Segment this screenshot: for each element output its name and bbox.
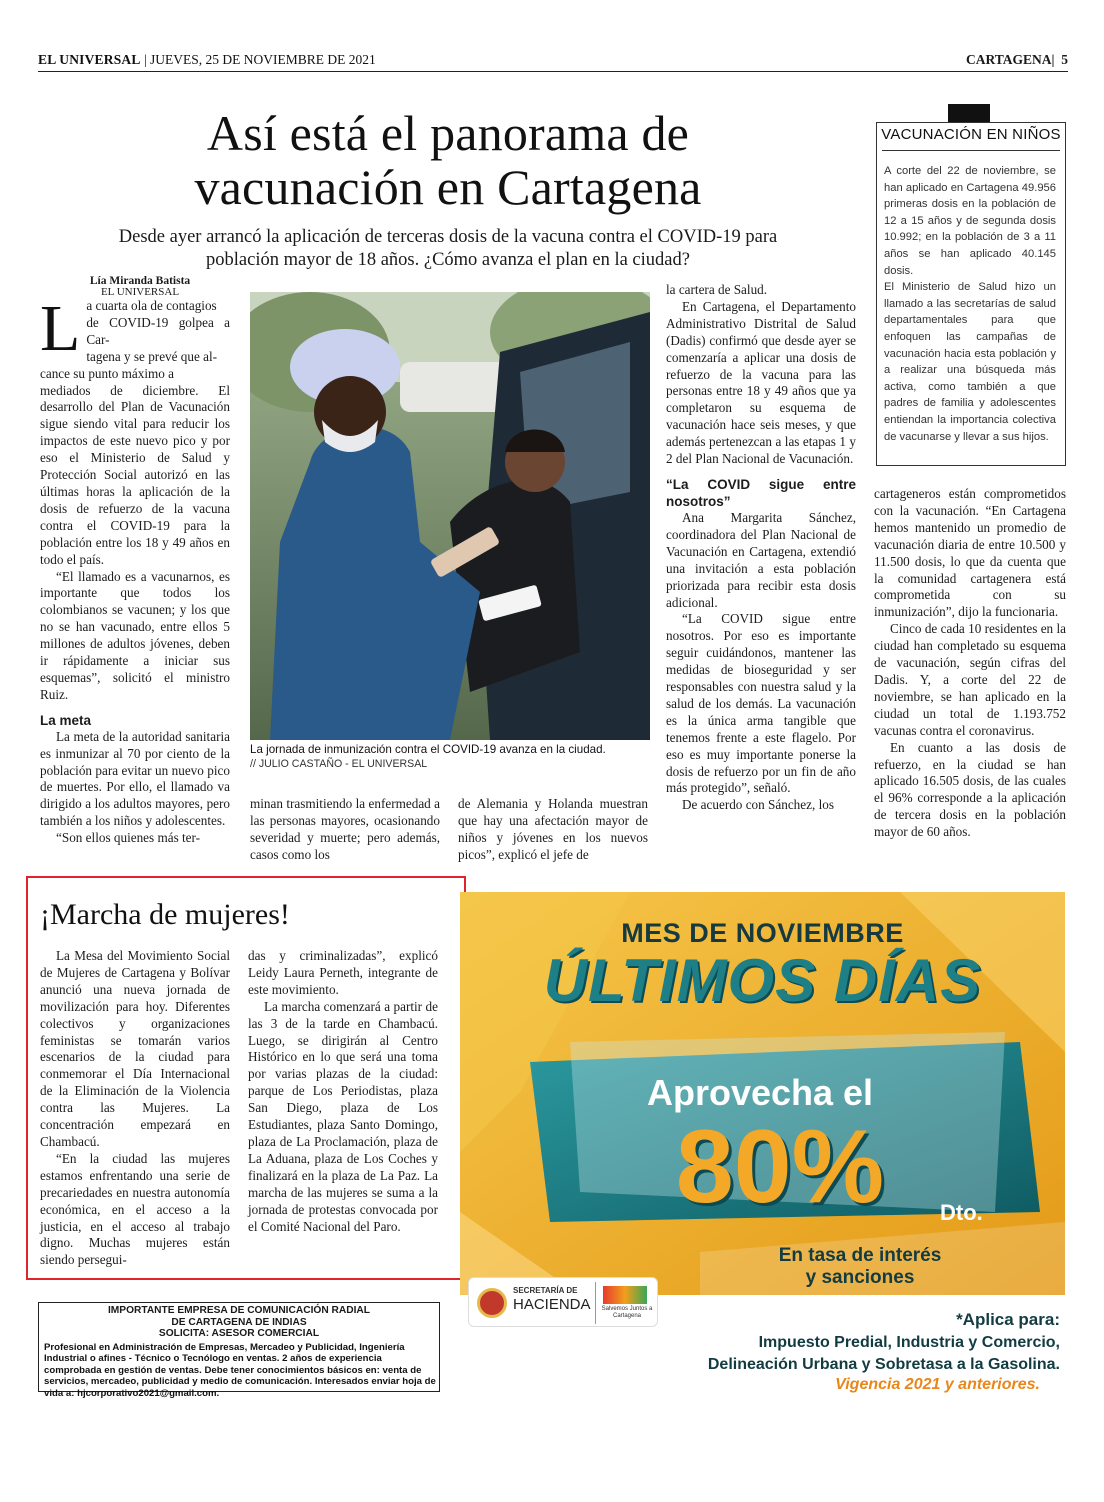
article-paragraph: “Son ellos quienes más ter- — [56, 830, 201, 846]
vaccination-photo — [250, 292, 650, 740]
article-column-1 — [40, 298, 230, 847]
masthead-right — [966, 52, 1068, 68]
ad-aplica-line: Delineación Urbana y Sobretasa a la Gasolina. — [707, 1356, 1060, 1373]
headline-line-1: Así está el panorama de — [206, 105, 690, 161]
marcha-column-2 — [248, 948, 438, 1235]
ad-aplica-label: *Aplica para: — [956, 1310, 1060, 1329]
article-paragraph: mediados de diciembre. El desarrollo del Plan de Vacunación sigue siendo vital para reducir los impactos de este nuevo pico y por eso el Ministerio de Salud y Protección Social autorizó en las últimas horas la aplicación de la dosis de refuerzo de la vacuna contra el COVID-19 para la población entre los 18 y 49 años en todo el país. — [40, 382, 230, 567]
classified-heading — [44, 1305, 434, 1340]
ad-subtitle-line: y sanciones — [805, 1267, 915, 1288]
classified-email-link[interactable]: hjcorporativo2021@gmail.com. — [77, 1387, 220, 1399]
ad-logo-strip — [468, 1277, 658, 1327]
subhead-covid-sigue: “La COVID sigue entre nosotros” — [666, 476, 856, 509]
headline-line-2: vacunación en Cartagena — [194, 159, 702, 215]
article-paragraph: la cartera de Salud. — [666, 282, 768, 297]
ad-percent: 80% — [675, 1109, 885, 1225]
hacienda-advertisement — [460, 892, 1065, 1295]
ad-subtitle — [730, 1245, 990, 1289]
page-number: 5 — [1061, 52, 1068, 67]
marcha-paragraph: “En la ciudad las mujeres estamos enfrentando una serie de precariedades en nuestra autonomía económica, en el acceso a la justicia, en el acceso al trabajo digno. Muchas mujeres están siendo persegui- — [40, 1150, 230, 1268]
marcha-paragraph: La marcha comenzará a partir de las 3 de la tarde en Chambacú. Luego, se dirigirán al Centro Histórico en lo que será una toma por varias plazas de la ciudad: parque de Los Periodistas, plaza San Diego, plaza de Los Estudiantes, plaza Santo Domingo, plaza de La Proclamación, plaza de La Aduana, plaza de Los Coches y finalizará en la plaza de La Paz. La marcha de las mujeres se suma a la jornada de protestas convocada por el Comité Nacional del Paro. — [248, 998, 438, 1234]
article-paragraph: En Cartagena, el Departamento Administrativo Distrital de Salud (Dadis) confirmó que desde ayer se comenzaría a aplicar una dosis de refuerzo de la vacuna para las personas entre 18 y 49 años que ya completaron su esquema de vacunación hace seis meses, y que además pertenezcan a las etapas 1 y 2 del Plan Nacional de Vacunación. — [666, 298, 856, 467]
photo-credit: // JULIO CASTAÑO - EL UNIVERSAL — [250, 758, 428, 770]
sidebar-paragraph: El Ministerio de Salud hizo un llamado a las secretarías de salud departamentales para que enfoquen las campañas de vacunación hacia esta población y a realizar una búsqueda más activa, como también a que padres de familia y adolescentes entiendan la importancia colectiva de vacunarse y llevar a sus hijos. — [884, 281, 1056, 443]
ad-line-ultimos-dias: ÚLTIMOS DÍAS — [543, 947, 982, 1014]
headline — [40, 106, 856, 214]
ad-line-month: MES DE NOVIEMBRE — [621, 918, 904, 948]
sidebar-accent-bar — [948, 104, 990, 122]
salvemos-logo-icon — [603, 1286, 647, 1304]
classified-heading-line: SOLICITA: ASESOR COMERCIAL — [158, 1328, 320, 1339]
photo-caption — [250, 742, 650, 772]
sidebar-text — [884, 163, 1056, 445]
article-column-4 — [666, 282, 856, 814]
paper-name: EL UNIVERSAL — [38, 52, 141, 67]
logo-hacienda-main: HACIENDA — [513, 1296, 591, 1313]
masthead-left — [38, 52, 376, 68]
deck-line-2: población mayor de 18 años. ¿Cómo avanza el plan en la ciudad? — [206, 250, 690, 270]
ad-aprovecha: Aprovecha el — [646, 1072, 874, 1113]
ad-vigencia: Vigencia 2021 y anteriores. — [835, 1376, 1040, 1393]
article-paragraph: De acuerdo con Sánchez, los — [682, 797, 834, 813]
byline — [40, 276, 240, 298]
deck-line-1: Desde ayer arrancó la aplicación de terceras dosis de la vacuna contra el COVID-19 para — [118, 227, 778, 247]
byline-outlet: EL UNIVERSAL — [100, 286, 180, 298]
article-paragraph: cartageneros están comprometidos con la vacunación. “En Cartagena hemos mantenido un promedio de vacunación diaria de entre 10.500 y 11.500 dosis, lo que da cuenta que la comunidad cartagenera está comprometida con su inmunización”, dijo la funcionaria. — [874, 486, 1066, 620]
ad-aplica-line: Impuesto Predial, Industria y Comercio, — [758, 1334, 1060, 1351]
drop-cap: L — [40, 298, 81, 365]
article-paragraph: “La COVID sigue entre nosotros. Por eso es importante seguir cuidándonos, mantener las medidas de bioseguridad y ser responsables con nuestra salud y la salud de los demás. La vacunación es la única arma tangible que tenemos frente a este flagelo. Por eso es muy importante ponerse la dosis de refuerzo por un fin de año más protegido”, señaló. — [666, 611, 856, 796]
marcha-title: ¡Marcha de mujeres! — [40, 898, 290, 931]
masthead-separator: | — [143, 52, 147, 67]
section-name: CARTAGENA — [965, 52, 1052, 67]
section-separator: | — [1051, 52, 1055, 67]
marcha-column-1 — [40, 948, 230, 1269]
article-column-2 — [250, 796, 440, 864]
dropcap-line: cance su punto máximo a — [40, 365, 175, 381]
classified-heading-line: IMPORTANTE EMPRESA DE COMUNICACIÓN RADIAL — [107, 1305, 371, 1316]
deck — [60, 226, 836, 272]
masthead — [38, 52, 1068, 72]
marcha-paragraph: das y criminalizadas”, explicó Leidy Laura Perneth, integrante de este movimiento. — [248, 948, 438, 997]
dropcap-line: tagena y se prevé que al- — [86, 348, 218, 364]
vaccination-photo-illustration — [250, 292, 650, 740]
caption-text: La jornada de inmunización contra el COVID-19 avanza en la ciudad. — [250, 743, 606, 756]
article-paragraph: Ana Margarita Sánchez, coordinadora del Plan Nacional de Vacunación en Cartagena, extendió una invitación a esta población priorizada para recibir esta dosis adicional. — [666, 509, 856, 610]
dropcap-line: de COVID-19 golpea a Car- — [86, 314, 230, 347]
logo-salvemos-text: Salvemos Juntos a Cartagena — [601, 1306, 653, 1319]
sidebar-rule — [882, 150, 1060, 151]
subhead-la-meta: La meta — [40, 712, 92, 728]
logo-hacienda-top: SECRETARÍA DE — [513, 1286, 578, 1295]
dropcap-line: a cuarta ola de contagios — [86, 298, 217, 313]
ad-aplica-list — [560, 1332, 1060, 1376]
article-column-3 — [458, 796, 648, 864]
article-paragraph: Cinco de cada 10 residentes en la ciudad han completado su esquema de vacunación, según cifras del Dadis. Y, a corte del 22 de noviembre, se han aplicado en la ciudad un total de 1.193.752 vacunas contra el coronavirus. — [874, 621, 1066, 738]
logo-divider — [595, 1282, 596, 1324]
byline-author: Lía Miranda Batista — [89, 275, 191, 287]
hacienda-seal-icon — [477, 1288, 507, 1318]
article-paragraph: “El llamado es a vacunarnos, es importante que todos los colombianos se vacunen; y los que no se han vacunado, entre ellos 5 millones de adultos jóvenes, deben ir rápidamente a iniciar sus esquemas”, solicitó el ministro Ruiz. — [40, 568, 230, 702]
sidebar-title: VACUNACIÓN EN NIÑOS — [881, 126, 1061, 143]
article-paragraph: La meta de la autoridad sanitaria es inmunizar al 70 por ciento de la población para evitar un nuevo pico de muertes. Por ello, el llamado va dirigido a los adultos mayores, pero también a los niños y adolescentes. — [40, 728, 230, 829]
article-column-5 — [874, 486, 1066, 841]
classified-body — [44, 1342, 436, 1399]
article-paragraph: minan trasmitiendo la enfermedad a las personas mayores, ocasionando severidad y muerte; pero además, casos como los — [250, 796, 440, 862]
issue-date: JUEVES, 25 DE NOVIEMBRE DE 2021 — [150, 52, 376, 67]
classified-heading-line: DE CARTAGENA DE INDIAS — [171, 1316, 307, 1328]
ad-dto: Dto. — [940, 1200, 983, 1225]
marcha-paragraph: La Mesa del Movimiento Social de Mujeres de Cartagena y Bolívar anunció una nueva jornada de movilización para hoy. Diferentes colectivos y organizaciones feministas se tomarán varios escenarios de la ciudad para conmemorar el Día Internacional de la Eliminación de la Violencia contra las Mujeres. La concentración empezará en Chambacú. — [40, 948, 230, 1149]
sidebar-paragraph: A corte del 22 de noviembre, se han aplicado en Cartagena 49.956 primeras dosis en la población de 12 a 15 años y de segunda dosis 10.992; en la población de 3 a 11 años se han aplicado 40.145 dosis. — [884, 165, 1056, 277]
ad-subtitle-line: En tasa de interés — [778, 1245, 942, 1266]
article-paragraph: En cuanto a las dosis de refuerzo, en la ciudad se han aplicado 16.505 dosis, de las cuales el 96% corresponde a la aplicación de tercera dosis en la población mayor de 60 años. — [874, 739, 1066, 840]
classified-body-text: Profesional en Administración de Empresas, Mercadeo y Publicidad, Ingeniería Industrial o afines - Técnico o Tecnólogo en ventas. 2 años de experiencia comprobada en gestión de ventas. Debe tener conocimientos básicos en: venta de servicios, mercadeo, publicidad y medio de comunicación. Interesados enviar hoja de vida a: — [44, 1342, 436, 1399]
article-paragraph: de Alemania y Holanda muestran que hay una afectación mayor de niños y jóvenes en los nuevos picos”, explicó el jefe de — [458, 796, 648, 862]
